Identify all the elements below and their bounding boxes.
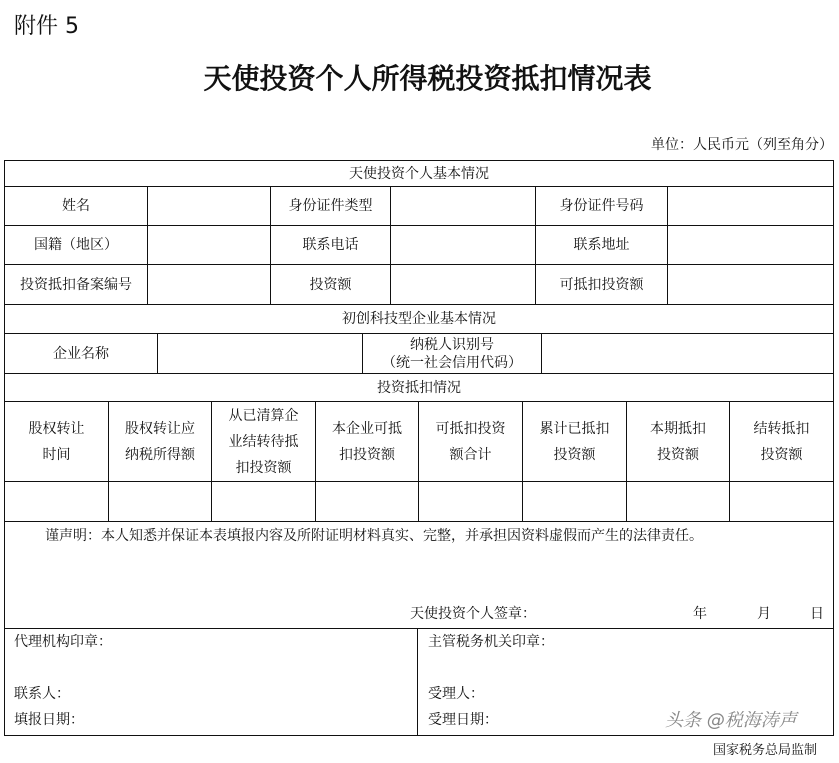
nationality-field[interactable]	[147, 225, 271, 265]
column-header-line: 纳税所得额	[125, 446, 195, 463]
label-id-type: 身份证件类型	[270, 186, 391, 226]
column-header-line: 额合计	[449, 446, 492, 463]
column-header	[315, 401, 419, 482]
column-header	[108, 401, 212, 482]
taxpayer-id-line1: 纳税人识别号	[410, 336, 494, 353]
label-nationality: 国籍（地区）	[4, 225, 148, 265]
column-header	[211, 401, 316, 482]
column-header-line: 可抵扣投资	[435, 420, 506, 437]
page-title: 天使投资个人所得税投资抵扣情况表	[203, 62, 652, 95]
column-header	[4, 401, 109, 482]
taxpayer-id-line2: （统一社会信用代码）	[382, 354, 522, 371]
section-header-investor: 天使投资个人基本情况	[4, 160, 834, 187]
contact-label: 联系人：	[14, 686, 70, 702]
id-number-field[interactable]	[667, 186, 834, 226]
signature-month: 月	[757, 606, 771, 622]
name-field[interactable]	[147, 186, 271, 226]
label-address: 联系地址	[535, 225, 668, 265]
agent-box	[4, 628, 418, 736]
address-field[interactable]	[667, 225, 834, 265]
label-filing-number: 投资抵扣备案编号	[4, 264, 148, 305]
column-header-line: 投资额	[760, 446, 803, 463]
column-header-line: 本期抵扣	[650, 420, 706, 437]
deduction-cell[interactable]	[626, 481, 730, 522]
deduction-cell[interactable]	[108, 481, 212, 522]
company-name-field[interactable]	[157, 333, 363, 374]
deduction-cell[interactable]	[4, 481, 109, 522]
column-header-line: 从已清算企	[228, 407, 299, 424]
watermark: 头条 @税海涛声	[665, 710, 797, 731]
signature-label: 天使投资个人签章：	[410, 606, 536, 622]
column-header-line: 本企业可抵	[332, 420, 402, 437]
column-header-line: 扣投资额	[339, 446, 395, 463]
column-header	[626, 401, 730, 482]
column-header-line: 股权转让应	[125, 420, 195, 437]
section-header-deduction: 投资抵扣情况	[4, 373, 834, 402]
issuer-label: 国家税务总局监制	[713, 743, 818, 758]
label-taxpayer-id	[362, 333, 542, 374]
deduction-cell[interactable]	[522, 481, 627, 522]
agent-seal-label: 代理机构印章：	[14, 634, 112, 650]
column-header-line: 结转抵扣	[753, 420, 810, 437]
receiver-label: 受理人：	[428, 686, 484, 702]
signature-year: 年	[693, 606, 707, 622]
signature-day: 日	[810, 606, 824, 622]
column-header-line: 业结转待抵	[228, 433, 299, 450]
declaration-box	[4, 521, 834, 629]
column-header	[418, 401, 523, 482]
label-id-number: 身份证件号码	[535, 186, 668, 226]
id-type-field[interactable]	[390, 186, 536, 226]
column-header	[729, 401, 834, 482]
label-investment: 投资额	[270, 264, 391, 305]
column-header-line: 投资额	[657, 446, 699, 463]
deduction-cell[interactable]	[418, 481, 523, 522]
unit-label: 单位：人民币元（列至角分）	[651, 137, 833, 153]
label-deductible: 可抵扣投资额	[535, 264, 668, 305]
filing-number-field[interactable]	[147, 264, 271, 305]
phone-field[interactable]	[390, 225, 536, 265]
fill-date-label: 填报日期：	[14, 712, 84, 728]
receive-date-label: 受理日期：	[428, 712, 498, 728]
tax-seal-label: 主管税务机关印章：	[428, 634, 554, 650]
column-header-line: 股权转让	[28, 420, 85, 437]
label-company-name: 企业名称	[4, 333, 158, 374]
label-name: 姓名	[4, 186, 148, 226]
column-header-line: 投资额	[553, 446, 596, 463]
attachment-label: 附件 5	[14, 14, 79, 39]
declaration-text: 谨声明：本人知悉并保证本表填报内容及所附证明材料真实、完整，并承担因资料虚假而产生的法律责任。	[45, 528, 703, 544]
section-header-enterprise: 初创科技型企业基本情况	[4, 304, 834, 334]
investment-field[interactable]	[390, 264, 536, 305]
column-header-line: 时间	[42, 446, 71, 463]
label-phone: 联系电话	[270, 225, 391, 265]
deduction-cell[interactable]	[211, 481, 316, 522]
column-header	[522, 401, 627, 482]
column-header-line: 扣投资额	[235, 459, 292, 476]
deduction-cell[interactable]	[729, 481, 834, 522]
taxpayer-id-field[interactable]	[541, 333, 834, 374]
deductible-field[interactable]	[667, 264, 834, 305]
column-header-line: 累计已抵扣	[539, 420, 610, 437]
deduction-cell[interactable]	[315, 481, 419, 522]
